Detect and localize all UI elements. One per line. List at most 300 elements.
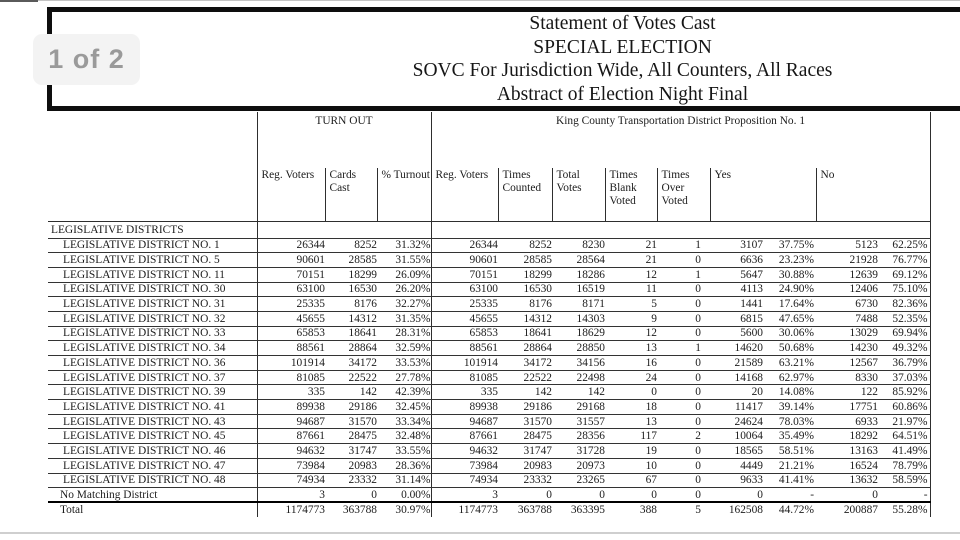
data-cell: 20 <box>710 385 766 400</box>
data-cell: 1174773 <box>257 502 325 517</box>
data-cell: 14230 <box>816 341 880 356</box>
data-cell: 16 <box>605 356 657 371</box>
data-cell: 28.31% <box>377 326 431 341</box>
table-row <box>48 326 930 341</box>
data-cell: 5647 <box>710 267 766 282</box>
table-row <box>48 267 930 282</box>
data-cell: 30.06% <box>766 326 816 341</box>
data-cell: 31570 <box>325 414 377 429</box>
col-header-yes: Yes <box>710 168 816 221</box>
data-cell: 0 <box>657 400 710 415</box>
data-cell: 9 <box>605 311 657 326</box>
data-cell: 101914 <box>257 356 325 371</box>
data-cell: 101914 <box>431 356 498 371</box>
data-cell: 142 <box>552 385 605 400</box>
data-cell: 363788 <box>498 502 552 517</box>
data-cell: 0 <box>657 282 710 297</box>
data-cell: 12567 <box>816 356 880 371</box>
data-cell: 16530 <box>498 282 552 297</box>
data-cell: 122 <box>816 385 880 400</box>
data-cell: 24 <box>605 370 657 385</box>
data-cell: 23265 <box>552 473 605 488</box>
data-cell: 78.79% <box>880 458 930 473</box>
data-cell: 142 <box>325 385 377 400</box>
data-cell <box>816 221 880 238</box>
data-cell: 14168 <box>710 370 766 385</box>
row-label: LEGISLATIVE DISTRICT NO. 47 <box>48 458 257 473</box>
data-cell: 81085 <box>431 370 498 385</box>
data-cell: 29186 <box>498 400 552 415</box>
data-cell: 0 <box>657 297 710 312</box>
col-header-times-counted: Times Counted <box>498 168 552 221</box>
table-row <box>48 341 930 356</box>
data-cell: 58.59% <box>880 473 930 488</box>
data-cell: 36.79% <box>880 356 930 371</box>
data-cell: 12406 <box>816 282 880 297</box>
screenshot-bottom-edge <box>0 532 960 534</box>
row-label: LEGISLATIVE DISTRICT NO. 46 <box>48 444 257 459</box>
col-header-cards-cast: Cards Cast <box>325 168 377 221</box>
data-cell: 33.55% <box>377 444 431 459</box>
table-row <box>48 253 930 268</box>
data-cell: 16519 <box>552 282 605 297</box>
row-label: LEGISLATIVE DISTRICT NO. 30 <box>48 282 257 297</box>
data-cell: 6815 <box>710 311 766 326</box>
data-cell: 16524 <box>816 458 880 473</box>
data-cell: 94632 <box>257 444 325 459</box>
table-row <box>48 370 930 385</box>
data-cell: 13 <box>605 414 657 429</box>
data-cell: 29186 <box>325 400 377 415</box>
data-cell: 31747 <box>498 444 552 459</box>
data-cell: 3 <box>431 488 498 503</box>
data-cell: 12 <box>605 267 657 282</box>
data-cell: 32.27% <box>377 297 431 312</box>
data-cell: 8176 <box>498 297 552 312</box>
row-label: LEGISLATIVE DISTRICT NO. 34 <box>48 341 257 356</box>
data-cell: 73984 <box>431 458 498 473</box>
data-cell: 10064 <box>710 429 766 444</box>
row-label: LEGISLATIVE DISTRICT NO. 36 <box>48 356 257 371</box>
data-cell: 69.12% <box>880 267 930 282</box>
data-cell: 89938 <box>257 400 325 415</box>
data-cell: 26.20% <box>377 282 431 297</box>
data-cell: 17.64% <box>766 297 816 312</box>
data-cell: 0 <box>657 385 710 400</box>
data-cell: 94687 <box>257 414 325 429</box>
col-header-turnout-reg-voters: Reg. Voters <box>257 168 325 221</box>
data-cell: 76.77% <box>880 253 930 268</box>
row-label: LEGISLATIVE DISTRICTS <box>48 221 257 238</box>
table-row <box>48 414 930 429</box>
screenshot-top-edge <box>0 0 960 1</box>
table-row <box>48 297 930 312</box>
data-cell: 28.36% <box>377 458 431 473</box>
data-cell: 20973 <box>552 458 605 473</box>
data-cell: 17751 <box>816 400 880 415</box>
data-cell: 13632 <box>816 473 880 488</box>
data-cell: 35.49% <box>766 429 816 444</box>
data-cell: 7488 <box>816 311 880 326</box>
data-cell: 4113 <box>710 282 766 297</box>
row-label: LEGISLATIVE DISTRICT NO. 39 <box>48 385 257 400</box>
data-cell: 25335 <box>431 297 498 312</box>
data-cell: 18299 <box>498 267 552 282</box>
screenshot-top-edge-dark-segment <box>0 0 38 2</box>
data-cell: 21.21% <box>766 458 816 473</box>
row-label: LEGISLATIVE DISTRICT NO. 32 <box>48 311 257 326</box>
group-header-turnout: TURN OUT <box>257 112 431 168</box>
data-cell: 0 <box>710 488 766 503</box>
table-total-row <box>48 502 930 517</box>
col-header-districts-blank <box>48 112 257 221</box>
data-cell: 21 <box>605 238 657 253</box>
data-cell: 33.53% <box>377 356 431 371</box>
data-cell: 0 <box>657 326 710 341</box>
data-cell: 21 <box>605 253 657 268</box>
document-title-box <box>47 7 960 111</box>
data-cell: 90601 <box>431 253 498 268</box>
data-cell: 0 <box>657 356 710 371</box>
data-cell: 31728 <box>552 444 605 459</box>
data-cell: 18292 <box>816 429 880 444</box>
data-cell: 73984 <box>257 458 325 473</box>
data-cell: 25335 <box>257 297 325 312</box>
row-label: LEGISLATIVE DISTRICT NO. 31 <box>48 297 257 312</box>
col-header-times-over-voted: Times Over Voted <box>657 168 710 221</box>
data-cell: 62.25% <box>880 238 930 253</box>
data-cell <box>710 221 766 238</box>
data-cell: 78.03% <box>766 414 816 429</box>
data-cell: 30.97% <box>377 502 431 517</box>
data-cell: 18641 <box>325 326 377 341</box>
data-cell: 33.34% <box>377 414 431 429</box>
data-cell: 18565 <box>710 444 766 459</box>
table-row <box>48 356 930 371</box>
data-cell: 94687 <box>431 414 498 429</box>
data-cell: 37.03% <box>880 370 930 385</box>
row-label: LEGISLATIVE DISTRICT NO. 37 <box>48 370 257 385</box>
data-cell: 5600 <box>710 326 766 341</box>
row-label: LEGISLATIVE DISTRICT NO. 1 <box>48 238 257 253</box>
data-cell: 47.65% <box>766 311 816 326</box>
data-cell: 8252 <box>325 238 377 253</box>
data-cell: 62.97% <box>766 370 816 385</box>
data-cell: 69.94% <box>880 326 930 341</box>
data-cell: 30.88% <box>766 267 816 282</box>
data-cell: 41.49% <box>880 444 930 459</box>
row-label: LEGISLATIVE DISTRICT NO. 48 <box>48 473 257 488</box>
table-row <box>48 458 930 473</box>
data-cell: 26344 <box>431 238 498 253</box>
data-cell: 34156 <box>552 356 605 371</box>
data-cell: 82.36% <box>880 297 930 312</box>
data-cell: 34172 <box>498 356 552 371</box>
data-cell: 14312 <box>325 311 377 326</box>
data-cell: 14303 <box>552 311 605 326</box>
data-cell: 31570 <box>498 414 552 429</box>
data-cell <box>431 221 498 238</box>
data-cell: 363788 <box>325 502 377 517</box>
data-cell: 1174773 <box>431 502 498 517</box>
data-cell: 70151 <box>257 267 325 282</box>
data-cell: 0 <box>657 370 710 385</box>
data-cell: 74934 <box>257 473 325 488</box>
data-cell: 1 <box>657 341 710 356</box>
data-cell: 19 <box>605 444 657 459</box>
data-cell: 23.23% <box>766 253 816 268</box>
data-cell: 14.08% <box>766 385 816 400</box>
data-cell: 6933 <box>816 414 880 429</box>
data-cell <box>766 221 816 238</box>
data-cell: 8171 <box>552 297 605 312</box>
data-cell: 18641 <box>498 326 552 341</box>
table-row <box>48 238 930 253</box>
data-cell: 3 <box>257 488 325 503</box>
data-cell: 18286 <box>552 267 605 282</box>
data-cell <box>552 221 605 238</box>
data-cell: 26344 <box>257 238 325 253</box>
data-cell: 1 <box>657 267 710 282</box>
data-cell: 32.59% <box>377 341 431 356</box>
row-label: LEGISLATIVE DISTRICT NO. 41 <box>48 400 257 415</box>
data-cell: 85.92% <box>880 385 930 400</box>
data-cell: 21589 <box>710 356 766 371</box>
col-header-pct-turnout: % Turnout <box>377 168 431 221</box>
data-cell: 18299 <box>325 267 377 282</box>
data-cell: 41.41% <box>766 473 816 488</box>
data-cell: 12 <box>605 326 657 341</box>
data-cell: 32.48% <box>377 429 431 444</box>
data-cell: 31557 <box>552 414 605 429</box>
data-cell: 32.45% <box>377 400 431 415</box>
data-cell: 58.51% <box>766 444 816 459</box>
data-cell: 1 <box>657 238 710 253</box>
data-cell <box>605 221 657 238</box>
table-row <box>48 311 930 326</box>
data-cell: 31.35% <box>377 311 431 326</box>
data-cell: 18629 <box>552 326 605 341</box>
data-cell: 20983 <box>325 458 377 473</box>
data-cell: 5123 <box>816 238 880 253</box>
data-cell: 363395 <box>552 502 605 517</box>
table-section-row <box>48 221 930 238</box>
data-cell: 13 <box>605 341 657 356</box>
data-cell: 29168 <box>552 400 605 415</box>
row-label: No Matching District <box>48 488 257 503</box>
data-cell: 60.86% <box>880 400 930 415</box>
data-cell: 28475 <box>325 429 377 444</box>
data-cell: 28585 <box>498 253 552 268</box>
data-cell: 24.90% <box>766 282 816 297</box>
data-cell: 22522 <box>498 370 552 385</box>
table-row <box>48 400 930 415</box>
data-cell: 162508 <box>710 502 766 517</box>
data-cell: 31.32% <box>377 238 431 253</box>
data-cell: 8230 <box>552 238 605 253</box>
data-cell: 21928 <box>816 253 880 268</box>
col-header-total-votes: Total Votes <box>552 168 605 221</box>
data-cell: 64.51% <box>880 429 930 444</box>
data-cell: 37.75% <box>766 238 816 253</box>
data-cell: 142 <box>498 385 552 400</box>
data-cell: 8330 <box>816 370 880 385</box>
data-cell: 12639 <box>816 267 880 282</box>
data-cell: 87661 <box>257 429 325 444</box>
data-cell: 200887 <box>816 502 880 517</box>
data-cell: 0 <box>816 488 880 503</box>
data-cell: 28356 <box>552 429 605 444</box>
data-cell: 44.72% <box>766 502 816 517</box>
data-cell <box>657 221 710 238</box>
data-cell: 0 <box>605 385 657 400</box>
data-cell: 8176 <box>325 297 377 312</box>
data-cell: 24624 <box>710 414 766 429</box>
row-label: LEGISLATIVE DISTRICT NO. 33 <box>48 326 257 341</box>
row-label: LEGISLATIVE DISTRICT NO. 45 <box>48 429 257 444</box>
data-cell: 67 <box>605 473 657 488</box>
data-cell: 0 <box>605 488 657 503</box>
data-cell: 21.97% <box>880 414 930 429</box>
data-cell: 16530 <box>325 282 377 297</box>
data-cell: 88561 <box>431 341 498 356</box>
data-cell: 0 <box>552 488 605 503</box>
data-cell: 42.39% <box>377 385 431 400</box>
data-cell: 28850 <box>552 341 605 356</box>
data-cell: 3107 <box>710 238 766 253</box>
sovc-results-table <box>48 112 931 517</box>
group-header-proposition: King County Transportation District Proposition No. 1 <box>431 112 930 168</box>
document-title-line-4: Abstract of Election Night Final <box>496 83 749 105</box>
data-cell: 90601 <box>257 253 325 268</box>
row-label: LEGISLATIVE DISTRICT NO. 43 <box>48 414 257 429</box>
data-cell: 87661 <box>431 429 498 444</box>
data-cell: 18 <box>605 400 657 415</box>
data-cell: 52.35% <box>880 311 930 326</box>
table-header <box>48 112 930 221</box>
data-cell: 34172 <box>325 356 377 371</box>
table-row <box>48 429 930 444</box>
data-cell: 117 <box>605 429 657 444</box>
data-cell: 89938 <box>431 400 498 415</box>
data-cell: 8252 <box>498 238 552 253</box>
table-row <box>48 282 930 297</box>
data-cell: 63.21% <box>766 356 816 371</box>
data-cell: 14620 <box>710 341 766 356</box>
data-cell: 63100 <box>431 282 498 297</box>
data-cell: 4449 <box>710 458 766 473</box>
row-label: Total <box>48 502 257 517</box>
data-cell: 20983 <box>498 458 552 473</box>
table-row <box>48 385 930 400</box>
data-cell: 0 <box>325 488 377 503</box>
document-title-line-1: Statement of Votes Cast <box>529 13 716 34</box>
data-cell: 0 <box>657 311 710 326</box>
data-cell: 13163 <box>816 444 880 459</box>
document-title-line-3: SOVC For Jurisdiction Wide, All Counters, All Races <box>412 60 833 81</box>
data-cell: 27.78% <box>377 370 431 385</box>
data-cell: 75.10% <box>880 282 930 297</box>
table-row <box>48 488 930 503</box>
data-cell <box>377 221 431 238</box>
data-cell: 335 <box>431 385 498 400</box>
data-cell: 1441 <box>710 297 766 312</box>
data-cell: 28585 <box>325 253 377 268</box>
data-cell: 31.14% <box>377 473 431 488</box>
data-cell: 6636 <box>710 253 766 268</box>
table-row <box>48 444 930 459</box>
data-cell: 49.32% <box>880 341 930 356</box>
data-cell: 55.28% <box>880 502 930 517</box>
data-cell <box>498 221 552 238</box>
data-cell: 63100 <box>257 282 325 297</box>
data-cell <box>325 221 377 238</box>
data-cell: 0 <box>657 414 710 429</box>
data-cell: 0 <box>657 444 710 459</box>
row-label: LEGISLATIVE DISTRICT NO. 5 <box>48 253 257 268</box>
data-cell: 2 <box>657 429 710 444</box>
row-label: LEGISLATIVE DISTRICT NO. 11 <box>48 267 257 282</box>
data-cell: 94632 <box>431 444 498 459</box>
col-header-no: No <box>816 168 930 221</box>
page-indicator-badge: 1 of 2 <box>33 34 140 85</box>
data-cell: 22522 <box>325 370 377 385</box>
data-cell: 88561 <box>257 341 325 356</box>
data-cell: 0 <box>657 253 710 268</box>
data-cell: 5 <box>657 502 710 517</box>
data-cell: 28864 <box>325 341 377 356</box>
data-cell: 0.00% <box>377 488 431 503</box>
data-cell: 23332 <box>498 473 552 488</box>
data-cell: 14312 <box>498 311 552 326</box>
data-cell: 388 <box>605 502 657 517</box>
data-cell: - <box>766 488 816 503</box>
data-cell: 5 <box>605 297 657 312</box>
data-cell: 74934 <box>431 473 498 488</box>
data-cell: 0 <box>657 473 710 488</box>
data-cell: 81085 <box>257 370 325 385</box>
data-cell: 28864 <box>498 341 552 356</box>
data-cell: 45655 <box>431 311 498 326</box>
table-row <box>48 473 930 488</box>
col-header-prop-reg-voters: Reg. Voters <box>431 168 498 221</box>
data-cell: - <box>880 488 930 503</box>
table-body <box>48 221 930 517</box>
data-cell: 28564 <box>552 253 605 268</box>
data-cell: 70151 <box>431 267 498 282</box>
group-header-row <box>48 112 930 168</box>
data-cell: 0 <box>657 488 710 503</box>
data-cell: 9633 <box>710 473 766 488</box>
data-cell: 65853 <box>431 326 498 341</box>
data-cell: 50.68% <box>766 341 816 356</box>
data-cell: 11417 <box>710 400 766 415</box>
col-header-times-blank-voted: Times Blank Voted <box>605 168 657 221</box>
data-cell: 335 <box>257 385 325 400</box>
data-cell: 0 <box>657 458 710 473</box>
data-cell: 39.14% <box>766 400 816 415</box>
data-cell: 23332 <box>325 473 377 488</box>
document-title-line-2: SPECIAL ELECTION <box>533 36 712 58</box>
data-cell: 6730 <box>816 297 880 312</box>
data-cell: 28475 <box>498 429 552 444</box>
data-cell: 22498 <box>552 370 605 385</box>
data-cell: 13029 <box>816 326 880 341</box>
data-cell: 45655 <box>257 311 325 326</box>
data-cell: 0 <box>498 488 552 503</box>
data-cell: 31.55% <box>377 253 431 268</box>
data-cell: 11 <box>605 282 657 297</box>
